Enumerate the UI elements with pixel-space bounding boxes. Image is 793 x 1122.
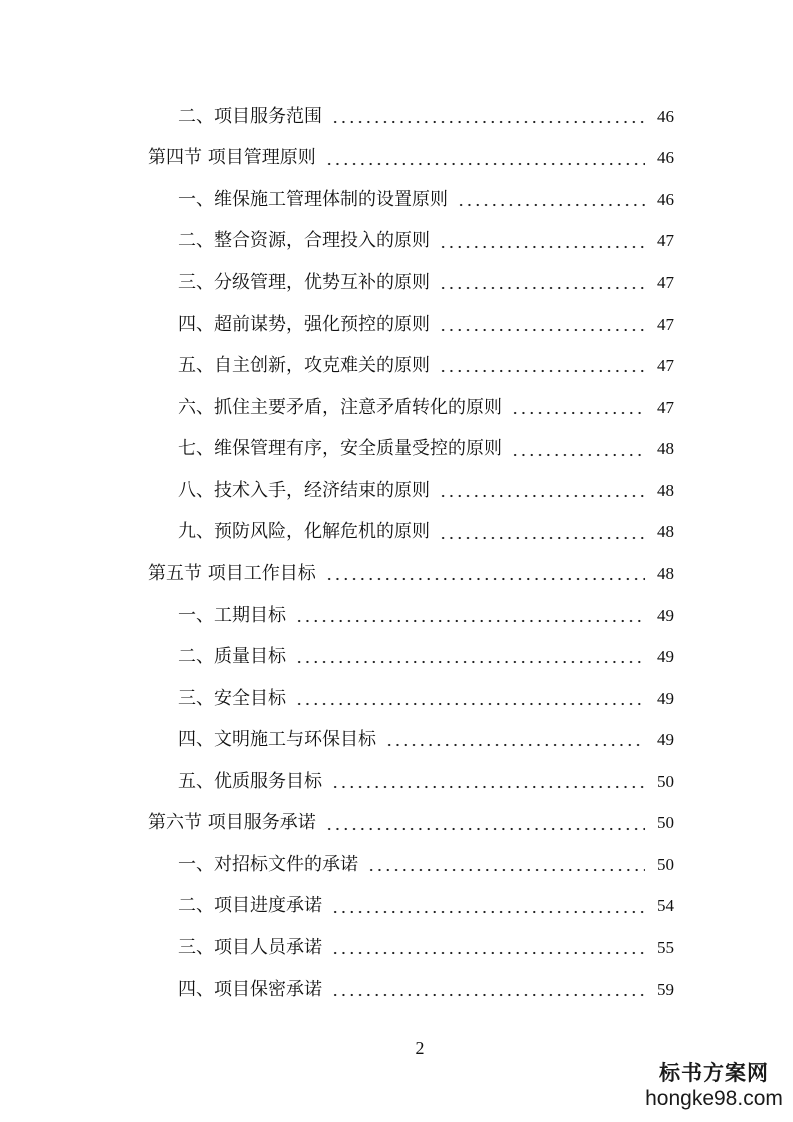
toc-subsection-entry (148, 470, 674, 512)
toc-entry-title: 八、技术入手，经济结束的原则 (178, 479, 430, 501)
toc-subsection-entry (148, 719, 674, 761)
toc-entry-page-number: 49 (657, 730, 674, 750)
table-of-contents (148, 96, 674, 1010)
page-number: 2 (415, 1038, 425, 1058)
toc-entry-title: 七、维保管理有序，安全质量受控的原则 (178, 438, 502, 460)
toc-entry-title: 第六节 项目服务承诺 (148, 812, 316, 834)
dot-leader (439, 512, 645, 554)
dot-leader (511, 387, 645, 429)
toc-entry-page-number: 47 (657, 397, 674, 417)
toc-entry-title: 三、项目人员承诺 (178, 937, 322, 959)
toc-section-entry (148, 553, 674, 595)
toc-subsection-entry (148, 429, 674, 471)
toc-entry-page-number: 49 (657, 647, 674, 667)
dot-leader (385, 719, 645, 761)
toc-entry-title: 二、项目进度承诺 (178, 895, 322, 917)
toc-entry-page-number: 47 (657, 356, 674, 376)
toc-entry-page-number: 46 (657, 106, 674, 126)
toc-subsection-entry (148, 844, 674, 886)
toc-subsection-entry (148, 179, 674, 221)
toc-subsection-entry (148, 221, 674, 263)
watermark-site-name: 标书方案网 (659, 1060, 769, 1085)
toc-entry-page-number: 50 (657, 771, 674, 791)
toc-subsection-entry (148, 969, 674, 1011)
toc-subsection-entry (148, 96, 674, 138)
toc-entry-title: 五、优质服务目标 (178, 770, 322, 792)
toc-entry-title: 二、项目服务范围 (178, 105, 322, 127)
toc-entry-title: 二、整合资源，合理投入的原则 (178, 230, 430, 252)
toc-entry-title: 四、超前谋势，强化预控的原则 (178, 313, 430, 335)
toc-subsection-entry (148, 927, 674, 969)
dot-leader (439, 470, 645, 512)
toc-entry-page-number: 50 (657, 813, 674, 833)
dot-leader (439, 304, 645, 346)
dot-leader (325, 553, 645, 595)
toc-entry-title: 一、对招标文件的承诺 (178, 853, 358, 875)
dot-leader (325, 803, 645, 845)
dot-leader (295, 636, 645, 678)
dot-leader (439, 262, 645, 304)
toc-entry-title: 五、自主创新，攻克难关的原则 (178, 355, 430, 377)
toc-subsection-entry (148, 595, 674, 637)
dot-leader (511, 429, 645, 471)
toc-entry-title: 四、文明施工与环保目标 (178, 729, 376, 751)
dot-leader (331, 761, 645, 803)
toc-entry-page-number: 47 (657, 314, 674, 334)
toc-subsection-entry (148, 262, 674, 304)
dot-leader (331, 927, 645, 969)
dot-leader (439, 221, 645, 263)
toc-entry-page-number: 50 (657, 854, 674, 874)
watermark-site-url: hongke98.com (645, 1087, 783, 1110)
toc-entry-title: 第五节 项目工作目标 (148, 562, 316, 584)
dot-leader (457, 179, 645, 221)
toc-entry-title: 三、分级管理，优势互补的原则 (178, 272, 430, 294)
toc-entry-page-number: 54 (657, 896, 674, 916)
toc-subsection-entry (148, 512, 674, 554)
toc-entry-title: 四、项目保密承诺 (178, 978, 322, 1000)
toc-subsection-entry (148, 387, 674, 429)
dot-leader (331, 969, 645, 1011)
toc-entry-page-number: 46 (657, 189, 674, 209)
toc-subsection-entry (148, 678, 674, 720)
dot-leader (331, 886, 645, 928)
toc-entry-page-number: 46 (657, 148, 674, 168)
toc-subsection-entry (148, 304, 674, 346)
toc-subsection-entry (148, 886, 674, 928)
dot-leader (295, 678, 645, 720)
toc-entry-title: 九、预防风险，化解危机的原则 (178, 521, 430, 543)
toc-subsection-entry (148, 345, 674, 387)
toc-section-entry (148, 803, 674, 845)
toc-entry-title: 三、安全目标 (178, 687, 286, 709)
toc-entry-title: 一、工期目标 (178, 604, 286, 626)
toc-entry-page-number: 47 (657, 231, 674, 251)
dot-leader (295, 595, 645, 637)
toc-entry-page-number: 59 (657, 979, 674, 999)
toc-subsection-entry (148, 636, 674, 678)
watermark (640, 1060, 788, 1112)
toc-entry-title: 二、质量目标 (178, 646, 286, 668)
toc-subsection-entry (148, 761, 674, 803)
toc-entry-page-number: 48 (657, 563, 674, 583)
toc-entry-page-number: 55 (657, 938, 674, 958)
toc-entry-page-number: 47 (657, 273, 674, 293)
dot-leader (325, 138, 645, 180)
toc-entry-title: 六、抓住主要矛盾，注意矛盾转化的原则 (178, 396, 502, 418)
toc-entry-page-number: 49 (657, 688, 674, 708)
dot-leader (331, 96, 645, 138)
toc-entry-page-number: 48 (657, 439, 674, 459)
toc-entry-page-number: 48 (657, 480, 674, 500)
dot-leader (367, 844, 645, 886)
toc-entry-page-number: 49 (657, 605, 674, 625)
toc-entry-title: 一、维保施工管理体制的设置原则 (178, 188, 448, 210)
toc-section-entry (148, 138, 674, 180)
toc-entry-title: 第四节 项目管理原则 (148, 147, 316, 169)
dot-leader (439, 345, 645, 387)
toc-entry-page-number: 48 (657, 522, 674, 542)
